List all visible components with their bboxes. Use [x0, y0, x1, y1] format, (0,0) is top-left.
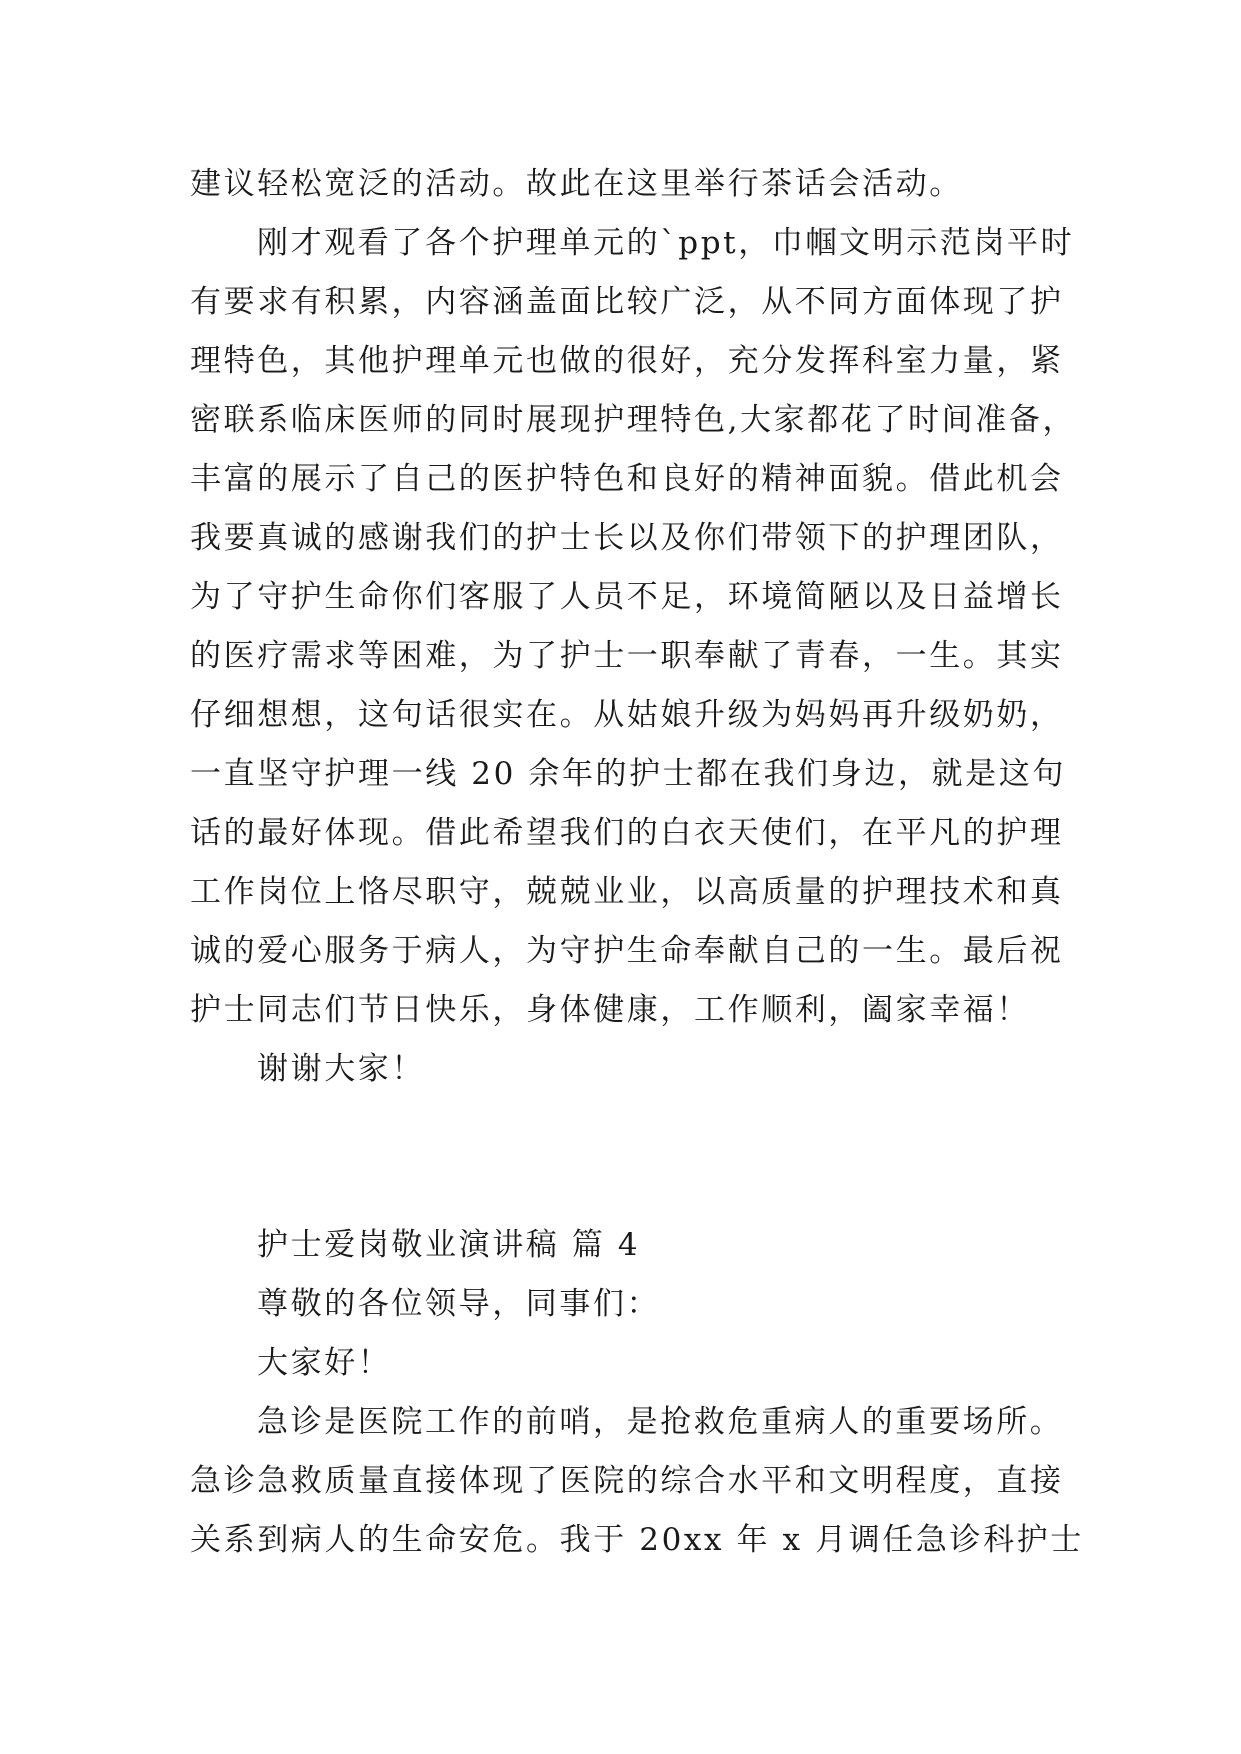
paragraph-line: 密联系临床医师的同时展现护理特色,大家都花了时间准备， — [190, 402, 1077, 438]
paragraph-line: 为了守护生命你们客服了人员不足，环境简陋以及日益增长 — [190, 579, 1064, 615]
paragraph-line: 工作岗位上恪尽职守，兢兢业业，以高质量的护理技术和真 — [190, 874, 1064, 910]
paragraph-line: 诚的爱心服务于病人，为守护生命奉献自己的一生。最后祝 — [190, 933, 1064, 969]
paragraph-line: 护士同志们节日快乐，身体健康，工作顺利，阖家幸福！ — [190, 992, 1030, 1028]
greeting-line: 大家好！ — [257, 1345, 392, 1381]
salutation-line: 尊敬的各位领导，同事们： — [257, 1286, 661, 1322]
paragraph-line: 关系到病人的生命安危。我于 20xx 年 x 月调任急诊科护士 — [190, 1522, 1084, 1558]
paragraph-line: 理特色，其他护理单元也做的很好，充分发挥科室力量，紧 — [190, 343, 1064, 379]
paragraph-line: 急诊是医院工作的前哨，是抢救危重病人的重要场所。 — [257, 1404, 1064, 1440]
paragraph-line: 仔细想想，这句话很实在。从姑娘升级为妈妈再升级奶奶， — [190, 697, 1064, 733]
section-heading: 护士爱岗敬业演讲稿 篇 4 — [257, 1227, 641, 1263]
paragraph-line: 话的最好体现。借此希望我们的白衣天使们，在平凡的护理 — [190, 815, 1064, 851]
paragraph-line: 一直坚守护理一线 20 余年的护士都在我们身边，就是这句 — [190, 756, 1066, 792]
paragraph-line: 急诊急救质量直接体现了医院的综合水平和文明程度，直接 — [190, 1463, 1064, 1499]
paragraph-line: 有要求有积累，内容涵盖面比较广泛，从不同方面体现了护 — [190, 284, 1064, 320]
paragraph-line: 我要真诚的感谢我们的护士长以及你们带领下的护理团队， — [190, 520, 1064, 556]
paragraph-line: 丰富的展示了自己的医护特色和良好的精神面貌。借此机会 — [190, 461, 1064, 497]
paragraph-line: 建议轻松宽泛的活动。故此在这里举行茶话会活动。 — [190, 166, 963, 202]
paragraph-line: 的医疗需求等困难，为了护士一职奉献了青春，一生。其实 — [190, 638, 1064, 674]
closing-line: 谢谢大家！ — [257, 1051, 425, 1087]
paragraph-line: 刚才观看了各个护理单元的`ppt，巾帼文明示范岗平时 — [257, 225, 1075, 261]
